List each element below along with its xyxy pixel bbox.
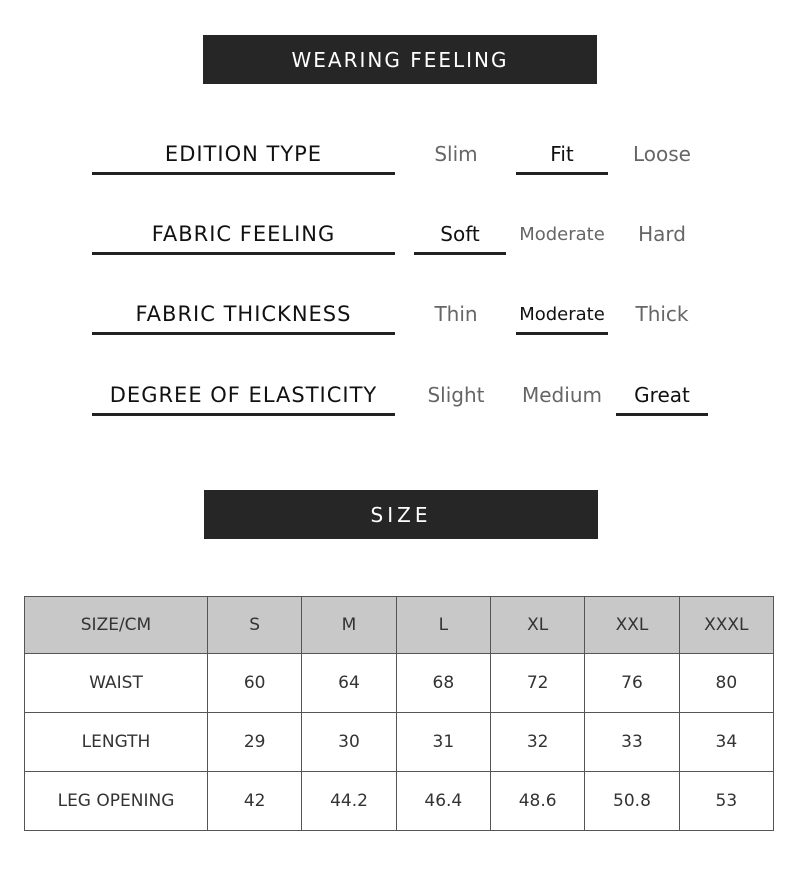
table-cell: 30: [302, 713, 396, 772]
feeling-option: Thin: [434, 302, 478, 326]
row-label-cell: WAIST: [25, 654, 208, 713]
feeling-label: FABRIC THICKNESS: [92, 296, 395, 335]
feeling-row-fabric-feeling: [0, 206, 800, 266]
table-cell: 76: [585, 654, 679, 713]
feeling-option-selected: Soft: [414, 216, 506, 255]
table-row: [25, 713, 774, 772]
table-cell: 80: [679, 654, 773, 713]
size-table-header-row: [25, 597, 774, 654]
table-cell: 32: [490, 713, 584, 772]
feeling-label: DEGREE OF ELASTICITY: [92, 377, 395, 416]
table-row: [25, 772, 774, 831]
feeling-option: Medium: [522, 383, 602, 407]
feeling-option: Thick: [635, 302, 689, 326]
table-cell: 68: [396, 654, 490, 713]
table-cell: 31: [396, 713, 490, 772]
feeling-label: EDITION TYPE: [92, 136, 395, 175]
header-cell: XL: [490, 597, 584, 654]
feeling-option-selected: Fit: [516, 136, 608, 175]
table-cell: 44.2: [302, 772, 396, 831]
feeling-row-degree-of-elasticity: [0, 367, 800, 427]
feeling-option: Slim: [434, 142, 478, 166]
feeling-row-edition-type: [0, 126, 800, 186]
table-cell: 48.6: [490, 772, 584, 831]
header-cell: XXL: [585, 597, 679, 654]
feeling-option: Moderate: [519, 223, 605, 245]
table-cell: 42: [208, 772, 302, 831]
header-cell: S: [208, 597, 302, 654]
feeling-option: Slight: [427, 383, 485, 407]
table-cell: 72: [490, 654, 584, 713]
header-cell: XXXL: [679, 597, 773, 654]
table-cell: 60: [208, 654, 302, 713]
table-cell: 50.8: [585, 772, 679, 831]
table-row: [25, 654, 774, 713]
feeling-option-selected: Moderate: [516, 296, 608, 335]
header-cell: SIZE/CM: [25, 597, 208, 654]
table-cell: 29: [208, 713, 302, 772]
feeling-label: FABRIC FEELING: [92, 216, 395, 255]
feeling-option-selected: Great: [616, 377, 708, 416]
table-cell: 53: [679, 772, 773, 831]
wearing-feeling-banner: WEARING FEELING: [203, 35, 597, 84]
row-label-cell: LEG OPENING: [25, 772, 208, 831]
header-cell: L: [396, 597, 490, 654]
feeling-row-fabric-thickness: [0, 286, 800, 346]
size-banner: SIZE: [204, 490, 598, 539]
table-cell: 33: [585, 713, 679, 772]
table-cell: 46.4: [396, 772, 490, 831]
table-cell: 64: [302, 654, 396, 713]
row-label-cell: LENGTH: [25, 713, 208, 772]
feeling-option: Loose: [633, 142, 691, 166]
header-cell: M: [302, 597, 396, 654]
table-cell: 34: [679, 713, 773, 772]
size-table: [24, 596, 774, 831]
feeling-option: Hard: [638, 222, 686, 246]
